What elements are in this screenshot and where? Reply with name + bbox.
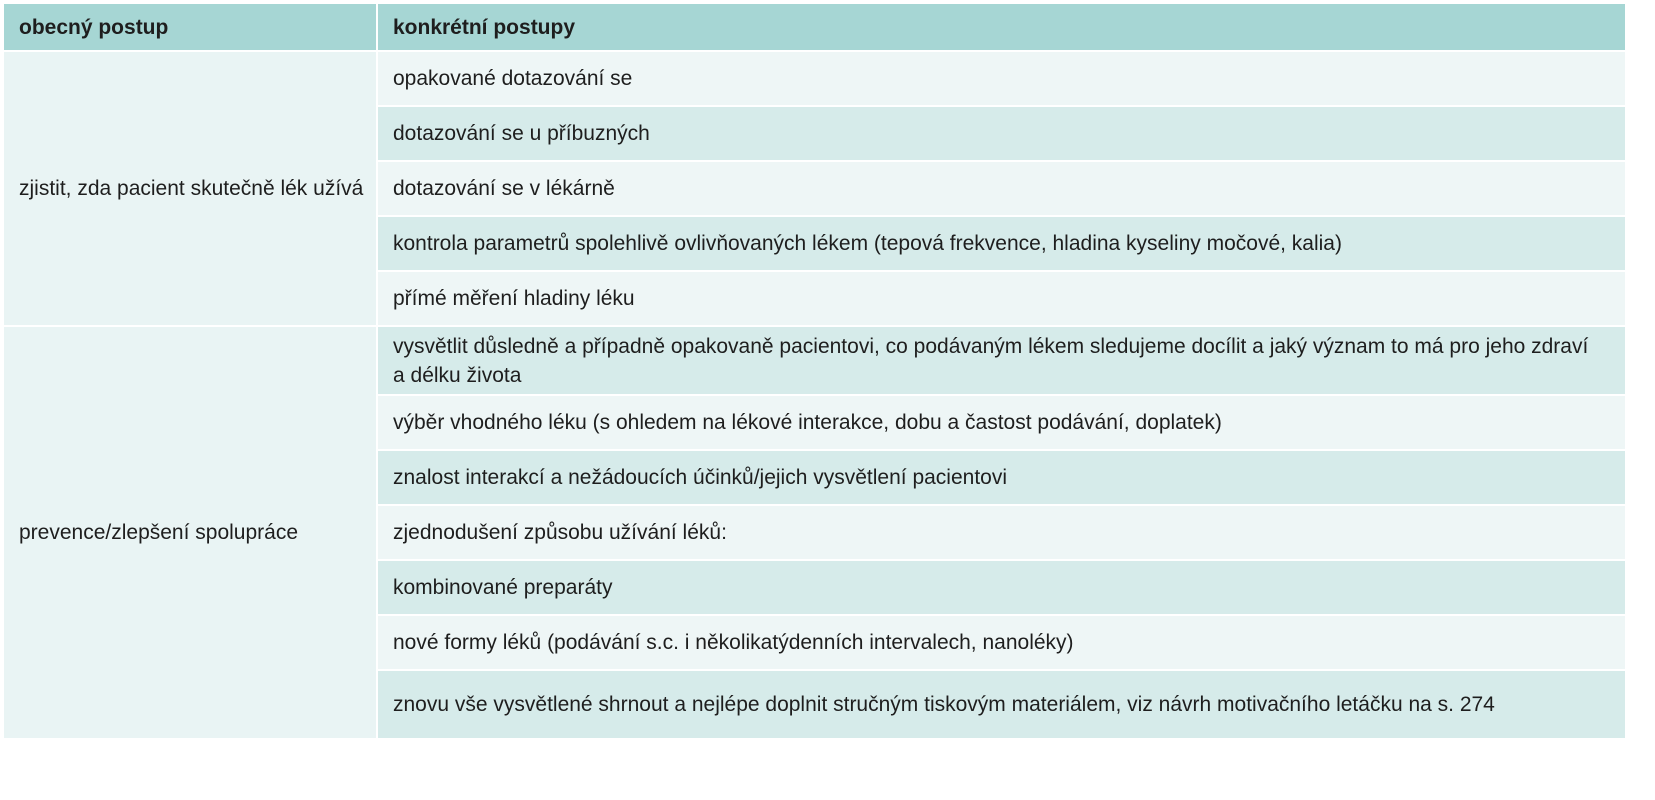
table-cell: kontrola parametrů spolehlivě ovlivňovaných lékem (tepová frekvence, hladina kyseliny močové, kalia) [377,216,1625,271]
header-specific-procedures: konkrétní postupy [377,4,1625,51]
table-cell: opakované dotazování se [377,51,1625,106]
header-general-procedure: obecný postup [4,4,377,51]
table-cell: kombinované preparáty [377,560,1625,615]
table-cell: znovu vše vysvětlené shrnout a nejlépe doplnit stručným tiskovým materiálem, viz návrh motivačního letáčku na s. 274 [377,670,1625,738]
table-cell: dotazování se v lékárně [377,161,1625,216]
table-cell: výběr vhodného léku (s ohledem na lékové interakce, dobu a častost podávání, doplatek) [377,395,1625,450]
table-row [4,51,1625,106]
table-cell: dotazování se u příbuzných [377,106,1625,161]
group-label-prevention: prevence/zlepšení spolupráce [4,326,377,738]
group-label-verify-usage: zjistit, zda pacient skutečně lék užívá [4,51,377,326]
table-cell: nové formy léků (podávání s.c. i několikatýdenních intervalech, nanoléky) [377,615,1625,670]
procedures-table [4,4,1625,738]
table-row [4,326,1625,395]
table-cell: vysvětlit důsledně a případně opakovaně pacientovi, co podávaným lékem sledujeme docílit a jaký význam to má pro jeho zdraví a délku života [377,326,1625,395]
table-header-row [4,4,1625,51]
table-cell: zjednodušení způsobu užívání léků: [377,505,1625,560]
table-cell: znalost interakcí a nežádoucích účinků/jejich vysvětlení pacientovi [377,450,1625,505]
table-cell: přímé měření hladiny léku [377,271,1625,326]
